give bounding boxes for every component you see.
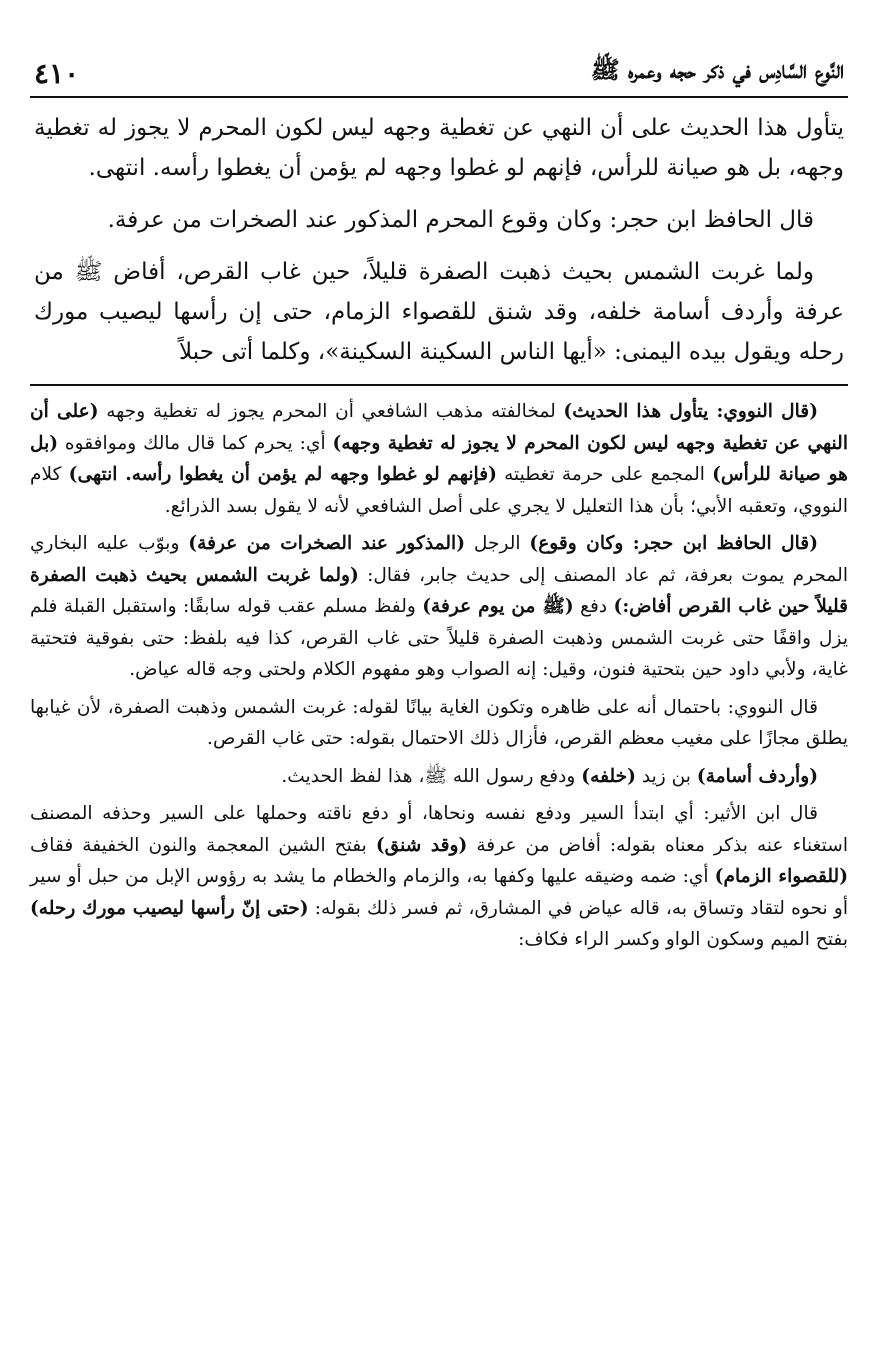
quoted-matn: (خلفه) <box>581 765 636 787</box>
running-header <box>30 50 848 98</box>
quoted-matn: (وأردف أسامة) <box>696 765 818 787</box>
commentary-text: ودفع رسول الله ﷺ، هذا لفظ الحديث. <box>281 765 582 787</box>
commentary-text: لمخالفته مذهب الشافعي أن المحرم يجوز له تغطية وجهه <box>98 401 564 422</box>
quoted-matn: (وقد شنق) <box>375 834 468 856</box>
commentary-paragraph <box>30 798 848 956</box>
quoted-matn: (للقصواء الزمام) <box>714 866 848 887</box>
quoted-matn: (المذكور عند الصخرات من عرفة) <box>188 533 466 554</box>
commentary-text: دفع <box>573 596 614 617</box>
quoted-matn: (قال الحافظ ابن حجر: وكان وقوع) <box>529 533 818 554</box>
quoted-matn: (بل هو صيانة للرأس) <box>30 432 848 485</box>
quoted-matn: (ولما غربت الشمس بحيث ذهبت الصفرة قليلاً حين غاب القرص أفاض:) <box>30 564 848 617</box>
header-title: النَّوع السَّادِس في ذكر حجه وعمره ﷺ <box>590 55 844 84</box>
main-paragraph: قال الحافظ ابن حجر: وكان وقوع المحرم المذكور عند الصخرات من عرفة. <box>107 207 814 233</box>
quoted-matn: (حتى إنّ رأسها ليصيب مورك رحله) <box>30 897 309 919</box>
page-number: ٤١٠ <box>34 57 80 90</box>
commentary-text: بفتح الشين المعجمة والنون الخفيفة فقاف <box>30 834 376 856</box>
book-page <box>30 50 848 1340</box>
commentary-paragraph <box>30 761 848 793</box>
commentary-paragraph <box>30 528 848 686</box>
commentary <box>30 396 848 956</box>
main-text <box>30 98 848 372</box>
quoted-matn: (فإنهم لو غطوا وجهه لم يؤمن أن يغطوا رأسه. انتهى) <box>68 464 497 485</box>
commentary-text: ولفظ مسلم عقب قوله سابقًا: واستقبل القبلة فلم يزل واقفًا حتى غربت الشمس وذهبت الصفرة قليلاً حتى غاب القرص، كذا فيه بلفظ: حتى بفوقية فتحتية غاية، ولأبي داود حين بتحتية فنون، وقيل: إنه الصواب وهو مفهوم الكلام ولحتى وجه قاله عياض. <box>30 596 848 680</box>
commentary-paragraph <box>30 396 848 522</box>
commentary-paragraph <box>30 692 848 755</box>
main-paragraph: يتأول هذا الحديث على أن النهي عن تغطية وجهه ليس لكون المحرم لا يجوز له تغطية وجهه، بل هو صيانة للرأس، فإنهم لو غطوا وجهه لم يؤمن أن يغطوا رأسه. انتهى. <box>34 115 844 181</box>
commentary-text: أي: ضمه وضيقه عليها وكفها به، والزمام والخطام ما يشد به رؤوس الإبل من حبل أو سير أو نحوه لتقاد وتساق به، قاله عياض في المشارق، ثم فسر ذلك بقوله: <box>30 866 848 919</box>
commentary-text: كلام النووي، وتعقبه الأبي؛ بأن هذا التعليل لا يجري على أصل الشافعي لأنه لا يقول بسد الذرائع. <box>30 464 848 517</box>
commentary-text: قال النووي: باحتمال أنه على ظاهره وتكون الغاية بيانًا لقوله: غربت الشمس وذهبت الصفرة، لأن غيابها يطلق مجازًا على مغيب معظم القرص، فأزال ذلك الاحتمال بقوله: حتى غاب القرص. <box>30 696 848 749</box>
commentary-divider <box>30 384 848 386</box>
commentary-text: أي: يحرم كما قال مالك وموافقوه <box>58 432 333 454</box>
commentary-text: قال ابن الأثير: أي ابتدأ السير ودفع نفسه ونحاها، أو دفع ناقته وحملها على السير وحذفه المصنف استغناء عنه بذكر معناه بقوله: أفاض من عرفة <box>30 803 848 856</box>
commentary-text: الرجل <box>465 533 530 554</box>
commentary-text: بفتح الميم وسكون الواو وكسر الراء فكاف: <box>518 929 848 950</box>
quoted-matn: (ﷺ من يوم عرفة) <box>422 596 574 617</box>
commentary-text: بن زيد <box>635 765 697 787</box>
main-paragraph: ولما غربت الشمس بحيث ذهبت الصفرة قليلاً، حين غاب القرص، أفاض ﷺ من عرفة وأردف أسامة خلفه، وقد شنق للقصواء الزمام، حتى إن رأسها ليصيب مورك رحله ويقول بيده اليمنى: «أيها الناس السكينة السكينة»، وكلما أتى حبلاً <box>34 259 844 365</box>
commentary-text: المجمع على حرمة تغطيته <box>496 464 713 485</box>
quoted-matn: (قال النووي: يتأول هذا الحديث) <box>563 401 818 422</box>
commentary-text: وبوّب عليه البخاري المحرم يموت بعرفة، ثم عاد المصنف إلى حديث جابر، فقال: <box>30 533 848 586</box>
quoted-matn: (على أن النهي عن تغطية وجهه ليس لكون المحرم لا يجوز له تغطية وجهه) <box>30 401 848 454</box>
